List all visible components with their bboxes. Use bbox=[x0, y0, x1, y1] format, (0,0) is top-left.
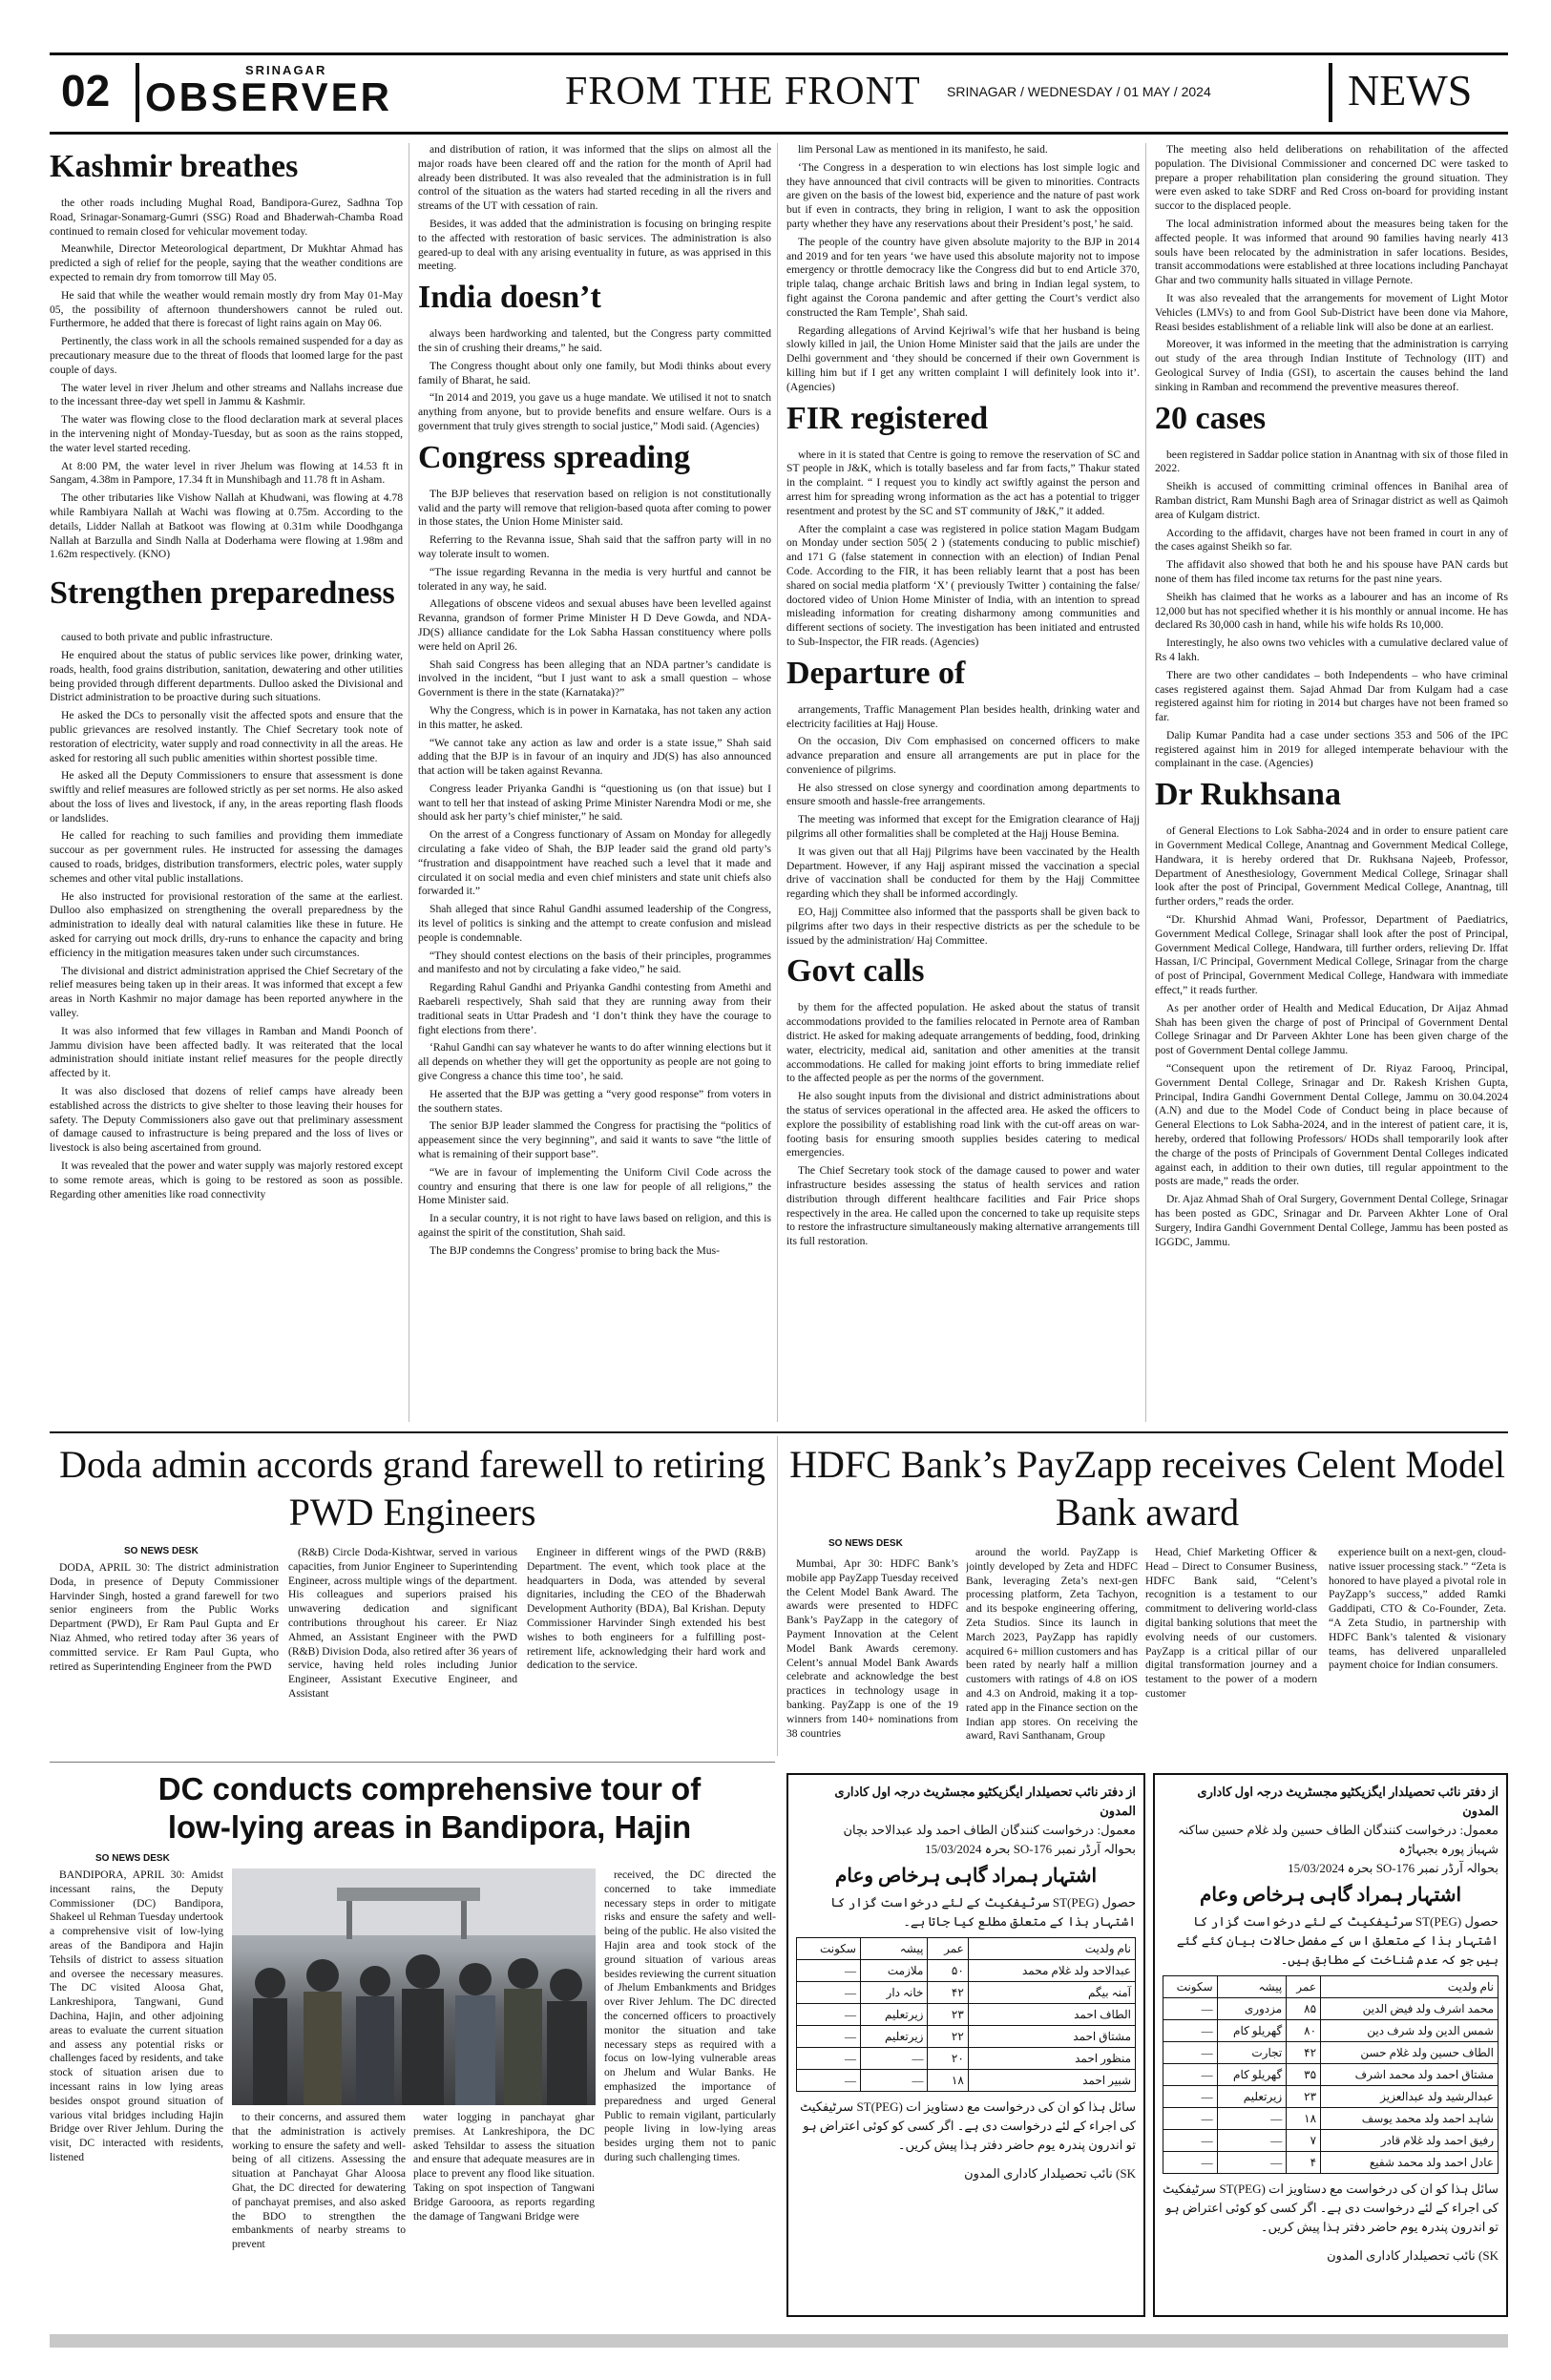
headline-kashmir-breathes: Kashmir breathes bbox=[50, 149, 299, 184]
paragraph: Dr. Ajaz Ahmad Shah of Oral Surgery, Government Dental College, Srinagar has been posted as GDC, Srinagar and Dr. Parveen Akhter Lone of Oral Surgery, Indira Gandhi Government Dental College, Jammu has been posted as IGGDC, Jammu. bbox=[1155, 1193, 1508, 1248]
headline-dc-tour: DC conducts comprehensive tour of low-lying areas in Bandipora, Hajin bbox=[157, 1771, 702, 1845]
ad-reference: بحوالہ آرڈر نمبر SO-176 بحرہ 15/03/2024 bbox=[925, 1842, 1136, 1856]
paragraph: of General Elections to Lok Sabha-2024 and in order to ensure patient care in Government Medical College, Anantnag and Government Medical College, Handwara, it is hereby ordered that Dr. Rukhsana Najeeb, Professor, Department of Anesthesiology, Government Medical College, Srinagar shall look after the post of Principal, Government Medical College, Anantnag, till further orders,” reads the order. bbox=[1155, 825, 1508, 908]
group-of-officials-image bbox=[232, 1869, 596, 2105]
paragraph: The meeting was informed that except for the Emigration clearance of Hajj pilgrims all other formalities shall be completed at the Hajj House Bemina. bbox=[786, 813, 1140, 841]
paragraph: “We cannot take any action as law and order is a state issue,” Shah said adding that the BJP is in favour of an inquiry and JD(S) has also announced that action will be taken against Revanna. bbox=[418, 736, 771, 778]
paragraph: He asked all the Deputy Commissioners to ensure that assessment is done swiftly and relief measures are followed strictly as per set norms. He also asked about the loss of lives and livestock, if any, in the areas reporting flash floods or landslides. bbox=[50, 769, 403, 825]
column-rule bbox=[1145, 143, 1146, 1422]
paragraph: Shah said Congress has been alleging that an NDA partner’s candidate is involved in the incident, “but I just want to ask a small question – whose Government is there in the state (Karnataka)?” bbox=[418, 658, 771, 699]
paragraph: where in it is stated that Centre is going to remove the reservation of SC and ST people in J&K, which is totally baseless and far from facts,” Thakur stated in the complaint. “ I request you to kindly act swiftly against the person and arrest him for spreading wrong information as the act has a potential to trigger resentment and protest by the SC and ST community of J&K,” it added. bbox=[786, 448, 1140, 517]
paragraph: Regarding allegations of Arvind Kejriwal’s wife that her husband is being slowly killed in jail, the Union Home Minister said that the jails are under the Delhi government and ‘they should be concerned if their own Government is killing him but if I get any written complaint I will definitely look into it’. (Agencies) bbox=[786, 324, 1140, 393]
paragraph: Regarding Rahul Gandhi and Priyanka Gandhi contesting from Amethi and Raebareli respectively, Shah said that they are running away from their traditional seats in Uttar Pradesh and ‘I don’t think they have the courage to fight elections from there’. bbox=[418, 981, 771, 1036]
headline-doda-farewell: Doda admin accords grand farewell to retiring PWD Engineers bbox=[59, 1443, 765, 1534]
column-rule bbox=[777, 143, 778, 1422]
urdu-notice-ad-left bbox=[786, 1773, 1145, 2317]
ad-reference: بحوالہ آرڈر نمبر SO-176 بحرہ 15/03/2024 bbox=[1288, 1861, 1499, 1875]
byline: SO NEWS DESK bbox=[124, 1546, 199, 1556]
paragraph: Besides, it was added that the administration is focusing on bringing respite to the affected with restoration of basic services. The administration is also geared-up to deal with any arising eventuality in future, as was apprised in this meeting. bbox=[418, 217, 771, 273]
headline-dr-rukhsana: Dr Rukhsana bbox=[1155, 777, 1341, 813]
hdfc-text-col-4: experience built on a next-gen, cloud-native issuer processing stack.” “Zeta is honored to have played a pivotal role in PayZapp’s success,” added Ramki Gaddipati, CTO & Co-Founder, Zeta. “A Zeta Studio, in partnership with HDFC Bank’s talented & visionary teams, has delivered unparalleled payment choice for Indian consumers. bbox=[1329, 1546, 1506, 1672]
paragraph: and distribution of ration, it was informed that the slips on almost all the major roads have been cleared off and the ration for the month of April had already been distributed. It was also revealed that the administration is in full control of the situation as the waters had started receding in all the rivers and streams of the UT with cessation of rain. bbox=[418, 143, 771, 213]
paragraph: After the complaint a case was registered in police station Magam Budgam on Monday under section 505( 2 ) (statements conducing to public mischief) and 171 G (false statement in connection with an election) of Indian Penal Code. According to the FIR, it has been reliably learnt that a post has been shared on social media platform ‘X’ ( previously Twitter ) containing the false/ doctored video of Union Home Minister of India, with an intention to spread misleading information for creating disharmony among communities and different sections of society. The investigation has been initiated and entrusted to Sub-Inspector, the FIR reads. (Agencies) bbox=[786, 522, 1140, 648]
paragraph: He asserted that the BJP was getting a “very good response” from voters in the southern states. bbox=[418, 1087, 771, 1115]
headline-india-doesnt: India doesn’t bbox=[418, 280, 601, 316]
paragraph: Referring to the Revanna issue, Shah said that the saffron party will in no way tolerate insult to women. bbox=[418, 533, 771, 560]
story-rule bbox=[50, 1762, 775, 1763]
paragraph: caused to both private and public infrastructure. bbox=[61, 631, 273, 644]
paragraph: The water was flowing close to the flood declaration mark at several places in the intervening night of Monday-Tuesday, but as soon as the rains stopped, the water level started receding. bbox=[50, 413, 403, 454]
ad-subheading: معمول: درخواست کنندگان الطاف حسین ولد غلام حسین ساکنہ شہباز پورہ بجبہاڑہ bbox=[1178, 1823, 1499, 1856]
column-1 bbox=[50, 143, 403, 1422]
paragraph: Interestingly, he also owns two vehicles with a cumulative declared value of Rs 4 lakh. bbox=[1155, 637, 1508, 663]
paragraph: The senior BJP leader slammed the Congress for practising the “politics of appeasement since the very beginning”, and said it wants to save “the little of what is remaining of their support base”. bbox=[418, 1119, 771, 1161]
paragraph: It was given out that all Hajj Pilgrims have been vaccinated by the Health Department. However, if any Hajj aspirant missed the vaccination a special drive of vaccination shall be conducted for them by the Hajj Committee regarding which they shall be informed accordingly. bbox=[786, 845, 1140, 901]
paragraph: He also sought inputs from the divisional and district administrations about the status of services operational in the affected area. He asked the officers to explore the possibility of establishing road link with the cut-off areas on war-footing basis for ensuring smooth supplies besides catering to medical emergencies. bbox=[786, 1090, 1140, 1159]
logo-title: OBSERVER bbox=[145, 74, 392, 119]
paragraph: lim Personal Law as mentioned in its manifesto, he said. bbox=[798, 143, 1048, 156]
paragraph: The BJP condemns the Congress’ promise to bring back the Mus- bbox=[430, 1243, 720, 1257]
headline-hdfc-payzapp: HDFC Bank’s PayZapp receives Celent Model Bank award bbox=[789, 1443, 1505, 1534]
paragraph: Pertinently, the class work in all the schools remained suspended for a day as precautionary measure due to the threat of floods that loomed large for the past couple of days. bbox=[50, 335, 403, 376]
headline-strengthen-preparedness: Strengthen preparedness bbox=[50, 575, 395, 612]
urdu-notice-ad-right bbox=[1153, 1773, 1508, 2317]
paragraph: The water level in river Jhelum and other streams and Nallahs increase due to the incessant three-day wet spell in Jammu & Kashmir. bbox=[50, 381, 403, 408]
ad-footer-text: سائل ہذا کو ان کی درخواست مع دستاویز ات ST(PEG) سرٹیفکیٹ کی اجراء کے لئے درخواست دی ہے۔ اگر کسی کو کوئی اعتراض ہو تو اندرون پندرہ یوم حاضر دفتر ہذا پیش کریں۔ bbox=[800, 2099, 1136, 2152]
headline-departure-of: Departure of bbox=[786, 655, 966, 691]
paragraph: ‘Rahul Gandhi can say whatever he wants to do after winning elections but it all depends on whether they will get the opportunity as people are not going to give Congress a chance this time too’, he said. bbox=[418, 1041, 771, 1083]
dateline: SRINAGAR / WEDNESDAY / 01 MAY / 2024 bbox=[947, 84, 1211, 99]
paragraph: The local administration informed about the measures being taken for the affected people. It was informed that around 90 families having nearly 413 souls have been relocated by the administration in safer locations. Besides, transit accommodations were established at three locations including Panchayat Ghar and two community halls situated in village Pernote. bbox=[1155, 217, 1508, 287]
headline-fir-registered: FIR registered bbox=[786, 400, 989, 436]
dc-text-col-2: to their concerns, and assured them that the administration is actively working to ensure the safety and well-being of all citizens. Assessing the situation at Panchayat Ghar Aloosa Ghat, the DC directed for dewatering of panchayat premises, and also asked the BDO to strengthen the embankments of nearby streams to prevent bbox=[232, 2111, 406, 2251]
paragraph: The Chief Secretary took stock of the damage caused to power and water infrastructure besides assessing the status of health services and ration distribution through different healthcare facilities and Fair Price shops respectively in the area. He called upon the concerned to take up requisite steps to restore the infrastructure simultaneously making alternative arrangements till its full restoration. bbox=[786, 1164, 1140, 1248]
dc-visit-photo bbox=[232, 1869, 596, 2105]
ad-subheading: معمول: درخواست کنندگان الطاف احمد ولد عبدالاحد بچان bbox=[843, 1823, 1136, 1837]
page-number: 02 bbox=[61, 66, 111, 115]
paragraph: Shah alleged that since Rahul Gandhi assumed leadership of the Congress, its level of politics is sinking and the attempt to create confusion and mislead people is condemnable. bbox=[418, 903, 771, 944]
paragraph: The meeting also held deliberations on rehabilitation of the affected population. The Divisional Commissioner and concerned DC were tasked to prepare a proper rehabilitation plan considering the ground situation. They were even asked to take SDRF and Red Cross on-board for providing instant succor to the displaced people. bbox=[1155, 143, 1508, 213]
ad-heading: از دفتر نائب تحصیلدار ایگزیکٹیو مجسٹریٹ درجہ اول کاداری المدون bbox=[834, 1785, 1136, 1818]
paragraph: The other tributaries like Vishow Nallah at Khudwani, was flowing at 4.78 while Rambiyara Nallah at Wachi was flowing at 0.75m. According to the details, Lidder Nallah at Batkoot was flowing at 0.31m while Doodhganga Nallah at Barzulla and Sindh Nalla at Doderhama were flowing at 1.98m and 1.62m respectively. (KNO) bbox=[50, 491, 403, 561]
paragraph: Congress leader Priyanka Gandhi is “questioning us (on that issue) but I want to tell her that instead of asking Prime Minister Narendra Modi or me, she should ask her party’s chief minister,” he said. bbox=[418, 782, 771, 824]
doda-text-col-2: (R&B) Circle Doda-Kishtwar, served in various capacities, from Junior Engineer to Superintending Engineer, across multiple wings of the department. His colleagues and superiors praised his unwavering dedication and significant contributions throughout his career. Er Niaz Ahmed, an Assistant Engineer with the PWD (R&B) Division Doda, also retired after 36 years of service, having held roles including Junior Engineer, Assistant Executive Engineer, and Assistant bbox=[288, 1546, 517, 1700]
hdfc-text-col-3: Head, Chief Marketing Officer & Head – Direct to Consumer Business, HDFC Bank said, “Celent’s recognition is a testament to our commitment to delivering world-class digital banking solutions that meet the evolving needs of our customers. PayZapp is a critical pillar of our digital transformation journey and a testament to the power of a modern customer bbox=[1145, 1546, 1317, 1700]
paragraph: Sheikh is accused of committing criminal offences in Banihal area of Ramban district, Ram Munshi Bagh area of Srinagar district as well as Qaimoh area of Kulgam district. bbox=[1155, 480, 1508, 521]
paragraph: The Congress thought about only one family, but Modi thinks about every family of Bharat, he said. bbox=[418, 359, 771, 386]
paragraph: ‘The Congress in a desperation to win elections has lost simple logic and they have announced that civil contracts will be given to minorities. Contracts are given on the basis of the lowest bid, experience and the nature of past work but if even in contracts, they bring in religion, I want to ask the opposition party whether they have any reservations about their President’s post,’ he said. bbox=[786, 160, 1140, 230]
column-3 bbox=[786, 143, 1140, 1422]
paragraph: Allegations of obscene videos and sexual abuses have been levelled against Revanna, grandson of former Prime Minister H D Deve Gowda, and NDA-JD(S) alliance candidate for the Lok Sabha Hassan constituency where polls were held on April 26. bbox=[418, 597, 771, 653]
paragraph: Sheikh has claimed that he works as a labourer and has an income of Rs 12,000 but has not specified whether it is his monthly or annual income. He has declared Rs 30,000 cash in hand, while his wife holds Rs 10,000. bbox=[1155, 590, 1508, 632]
footer-bar bbox=[50, 2334, 1508, 2348]
logo-city: SRINAGAR bbox=[245, 63, 327, 77]
masthead-divider bbox=[136, 63, 139, 122]
paragraph: The affidavit also showed that both he and his spouse have PAN cards but none of them has filed income tax returns for the past nine years. bbox=[1155, 558, 1508, 585]
column-4 bbox=[1155, 143, 1508, 1422]
paragraph: It was also disclosed that dozens of relief camps have already been established across the districts to give shelter to those leaving their houses for safety. The Deputy Commissioners also gave out that preliminary assessment of damage caused to infrastructure is being prepared and the loss of lives or livestock is also being ascertained from ground. bbox=[50, 1085, 403, 1155]
hdfc-text-col-1: Mumbai, Apr 30: HDFC Bank’s mobile app PayZapp Tuesday received the Celent Model Bank Award. The awards were presented to HDFC Bank’s PayZapp in the category of Payment Innovation at the Celent Model Bank Awards ceremony. Celent’s annual Model Bank Awards celebrate and acknowledge the best practices in technology usage in banking. PayZapp is one of the 19 winners from 140+ nominations from 38 countries bbox=[786, 1557, 958, 1740]
paragraph: It was also revealed that the arrangements for movement of Light Motor Vehicles (LMVs) to and from Gool Sub-District have been done via Mahore, Reasi besides establishment of a reliable link will also be done at an earliest. bbox=[1155, 291, 1508, 333]
dc-text-col-4: received, the DC directed the concerned to take immediate necessary steps in order to mitigate risks and ensure the safety and well-being of the public. He also visited the Hajin area and took stock of the ground situation of various areas besides reviewing the current situation of Jhelum Embankments and Bridges over River Jehlum. The DC directed the concerned officers to proactively monitor the situation and take necessary steps as required with a focus on low-lying vulnerable areas on Jhelum and Wular Banks. He emphasized the importance of preparedness and urged General Public to remain vigilant, particularly people living in low-lying areas besides urging them not to panic during such challenging times. bbox=[604, 1869, 776, 2163]
paragraph: On the occasion, Div Com emphasised on concerned officers to make advance preparation and ensure all arrangements are put in place for the convenience of pilgrims. bbox=[786, 735, 1140, 776]
paragraph: “Dr. Khurshid Ahmad Wani, Professor, Department of Paediatrics, Government Medical College, Srinagar shall look after the post of Principal, Government Medical College, Handwara, till further orders, relieving Dr. Iffat Hassan, I/C Principal, Government Medical College, Srinagar from the charge of post of Principal, Government Medical College, Handwara with immediate effect,” it reads further. bbox=[1155, 913, 1508, 997]
paragraph: He asked the DCs to personally visit the affected spots and ensure that the public grievances are resolved instantly. The Chief Secretary took note of restoration of electricity, water supply and road connectivity in all the areas. He asked for restoring all such public amenities within shortest possible time. bbox=[50, 709, 403, 764]
paragraph: Why the Congress, which is in power in Karnataka, has not taken any action in this matter, he asked. bbox=[418, 703, 771, 731]
paragraph: It was revealed that the power and water supply was majorly restored except to some remote areas, which is going to be restored as soon as possible. Regarding other amenities like road connectivity bbox=[50, 1159, 403, 1200]
ad-footer-text: سائل ہذا کو ان کی درخواست مع دستاویز ات ST(PEG) سرٹیفکیٹ کی اجراء کے لئے درخواست دی ہے۔ اگر کسی کو کوئی اعتراض ہو تو اندرون پندرہ یوم حاضر دفتر ہذا پیش کریں۔ bbox=[1163, 2182, 1499, 2234]
paragraph: “They should contest elections on the basis of their principles, programmes and manifesto and not by circulating a fake video,” he said. bbox=[418, 949, 771, 976]
doda-text-col-3: Engineer in different wings of the PWD (R&B) Department. The event, which took place at the headquarters in Doda, was attended by several dignitaries, including the CEO of the Bhaderwah Development Authority (BDA), Bal Krishan. Deputy Commissioner Harvinder Singh extended his best wishes to both engineers for a fulfilling post-retirement life, acknowledging their hard work and dedication to the service. bbox=[527, 1546, 765, 1672]
byline: SO NEWS DESK bbox=[828, 1538, 903, 1549]
section-label-news: NEWS bbox=[1348, 66, 1473, 115]
ad-signature: SK) نائب تحصیلدار کاداری المدون bbox=[1327, 2248, 1499, 2263]
paragraph: “The issue regarding Revanna in the media is very hurtful and cannot be tolerated in any way, he said. bbox=[418, 565, 771, 593]
column-2 bbox=[418, 143, 771, 1422]
paragraph: In a secular country, it is not right to have laws based on religion, and this is against the spirit of the constitution, Shah said. bbox=[418, 1212, 771, 1239]
paragraph: Moreover, it was informed in the meeting that the administration is carrying out study of the area through Indian Institute of Technology (IIT) and Geological Survey of India (GSI), to ascertain the causes behind the land sinking in Ramban and recommend the preventive measures thereof. bbox=[1155, 338, 1508, 393]
paragraph: At 8:00 PM, the water level in river Jhelum was flowing at 14.53 ft in Sangam, 4.38m in Pampore, 17.34 ft in Munshibagh and 11.78 ft in Asham. bbox=[50, 459, 403, 487]
paragraph: “In 2014 and 2019, you gave us a huge mandate. We utilised it not to snatch anything from anyone, but to provide benefits and ensure welfare. Ours is a government that truly gives strength to social justice,” Modi said. (Agencies) bbox=[418, 391, 771, 432]
paragraph: He enquired about the status of public services like power, drinking water, roads, health, food grains distribution, sanitation, dewatering and other utilities being provided through different departments. Dulloo asked the Divisional and District administration to be proactive during such situations. bbox=[50, 648, 403, 704]
paragraph: Dalip Kumar Pandita had a case under sections 353 and 506 of the IPC registered against him in 2019 for alleged intemperate behaviour with the complainant in the case. (Agencies) bbox=[1155, 728, 1508, 770]
paragraph: The BJP believes that reservation based on religion is not constitutionally valid and the party will remove that religion-based quota after coming to power in those states, the Union Home Minister said. bbox=[418, 487, 771, 529]
headline-congress-spreading: Congress spreading bbox=[418, 439, 690, 475]
byline: SO NEWS DESK bbox=[95, 1853, 170, 1864]
paragraph: arrangements, Traffic Management Plan besides health, drinking water and electricity facilities at Hajj House. bbox=[786, 702, 1140, 730]
column-rule bbox=[777, 1436, 778, 1756]
ad-title: اشتہار ہمراد گاہی ہرخاص وعام bbox=[834, 1866, 1098, 1887]
paragraph: the other roads including Mughal Road, Bandipora-Gurez, Sadhna Top Road, Srinagar-Sonamarg-Gumri (SSG) Road and Bhaderwah-Chamba Road continued to remain closed for vehicular movement today. bbox=[50, 197, 403, 238]
masthead-divider-right bbox=[1329, 63, 1332, 122]
paragraph: EO, Hajj Committee also informed that the passports shall be given back to pilgrims after two days in their respective districts as per the schedule to be issued by the administration/ Haj Committee. bbox=[786, 906, 1140, 947]
ad-body: حصول ST(PEG) سرٹیفکیٹ کے لئے درخواست گزار کا اشتہار ہذا کے متعلق اس کے مفصل حالات بیان کئے گئے ہیں جو کہ عدم شناخت کے مطابق ہیں۔ bbox=[1176, 1914, 1499, 1967]
hdfc-text-col-2: around the world. PayZapp is jointly developed by Zeta and HDFC Bank, leveraging Zeta’s next-gen processing platform, Zeta Tachyon, and its bespoke engineering offering, Zeta Studios. Since its launch in March 2023, PayZapp has rapidly acquired 6+ million customers and has been rated by nearly half a million customers with ratings of 4.8 on iOS and 4.3 on Android, making it a top-rated app in the Finance section on the Indian app stores. On receiving the award, Ravi Santhanam, Group bbox=[966, 1546, 1138, 1743]
paragraph: The people of the country have given absolute majority to the BJP in 2014 and 2019 and for ten years ‘we have used this absolute majority not to impose emergency or throttle democracy like the Congress did but to end Article 370, triple talaq, change archaic British laws and bring in Indian legal system, to fight against the Corona pandemic and after getting the Court’s verdict also constructed the Ram Temple’, Shah said. bbox=[786, 235, 1140, 319]
paragraph: always been hardworking and talented, but the Congress party committed the sin of crushing their dreams,” he said. bbox=[418, 327, 771, 354]
ad-table: نام ولدیت عمر پیشہ سکونت محمد اشرف ولد فیض الدین ۸۵ مزدوری — شمس الدین ولد شرف دین ۸۰ گھریلو کام — الطاف حسین ولد غلام حسن ۴۲ تجارت — مشتاق احمد ولد محمد اشرف ۳۵ گھریلو کام — عبدالرشید ولد عبدالعزیز ۲۳ زیرتعلیم — شاہد احمد ولد محمد یوسف ۱۸ — — رفیق احمد ولد غلام قادر ۷ — — عادل احمد ولد محمد شفیع ۴ — — bbox=[1163, 1975, 1499, 2174]
paragraph: Meanwhile, Director Meteorological department, Dr Mukhtar Ahmad has predicted a sigh of relief for the people, saying that the weather conditions are expected to remain dry from tomorrow till May 05. bbox=[50, 242, 403, 283]
dc-text-col-1: BANDIPORA, APRIL 30: Amidst incessant rains, the Deputy Commissioner (DC) Bandipora, Shakeel ul Rehman Tuesday undertook a comprehensive visit of low-lying areas of the Bandipora and Hajin Tehsils of district to assess situation and oversee the necessary measures. The DC visited Aloosa Ghat, Lankreshipora, Tangwani, Gund Dachina, Hajin, and other adjoining areas to evaluate the current situation and assess any potential risks or challenges faced by residents, and take stock of situation arisen due to incessant rains in low lying areas besides onspot ground situation of various vital bridges including Hajin Bridge over River Jehlum. During the visit, DC interacted with residents, listened bbox=[50, 1869, 223, 2163]
ad-signature: SK) نائب تحصیلدار کاداری المدون bbox=[964, 2166, 1136, 2181]
dc-text-col-3: water logging in panchayat ghar premises. At Lankreshipora, the DC asked Tehsildar to assess the situation and ensure that adequate measures are in place to prevent any flood like situation. Taking on spot inspection of Tangwani Bridge Garooora, as reports regarding the damage of Tangwani Bridge were bbox=[413, 2111, 595, 2223]
ad-table: نام ولدیت عمر پیشہ سکونت عبدالاحد ولد غلام محمد ۵۰ ملازمت — آمنہ بیگم ۴۲ خانہ دار — الطاف احمد ۲۳ زیرتعلیم — مشتاق احمد ۲۲ زیرتعلیم — منظور احمد ۲۰ — — شبیر احمد ۱۸ — — bbox=[796, 1937, 1136, 2092]
paragraph: According to the affidavit, charges have not been framed in court in any of the cases against Sheikh so far. bbox=[1155, 526, 1508, 553]
headline-20-cases: 20 cases bbox=[1155, 400, 1267, 436]
paragraph: As per another order of Health and Medical Education, Dr Aijaz Ahmad Shah has been given the charge of post of Principal of Government Dental College Srinagar and Dr Parveen Akhter Lone has been given charge of the post of Government Dental college Jammu. bbox=[1155, 1001, 1508, 1057]
paragraph: He also instructed for provisional restoration of the same at the earliest. Dulloo also emphasized on strengthening the overall preparedness by the administration to ideally deal with natural calamities like these in future. He asked for carrying out mock drills, dry-runs to enhance the capacity and bring efficiency in the mitigation measures taken under such circumstances. bbox=[50, 889, 403, 959]
masthead bbox=[50, 52, 1508, 135]
paragraph: On the arrest of a Congress functionary of Assam on Monday for allegedly circulating a fake video of Shah, the BJP leader said the grand old party’s “frustration and disappointment have reached such a level that it made and circulated it on social media and even chief ministers and state unit chiefs also forwarded it.” bbox=[418, 828, 771, 898]
paragraph: He said that while the weather would remain mostly dry from May 01-May 05, the possibility of afternoon thundershowers cannot be ruled out. Furthermore, he added that there is forecast of light rains again on May 06. bbox=[50, 288, 403, 330]
paragraph: “We are in favour of implementing the Uniform Civil Code across the country and ensuring that there is one law for people of all religions,” the Home Minister said. bbox=[418, 1165, 771, 1207]
paragraph: He called for reaching to such families and providing them immediate succour as per government rules. He instructed for assessing the damages caused to roads, bridges, distribution transformers, electric poles, water supply schemes and other vital public installations. bbox=[50, 829, 403, 885]
paragraph: The divisional and district administration apprised the Chief Secretary of the relief measures being taken up in their areas. It was informed that except a few areas in North Kashmir no major damage has been reported anywhere in the valley. bbox=[50, 964, 403, 1020]
paragraph: It was also informed that few villages in Ramban and Mandi Poonch of Jammu division have been affected badly. It was reiterated that the local administration should initiate instant relief measures for the people directly affected by it. bbox=[50, 1024, 403, 1080]
ad-heading: از دفتر نائب تحصیلدار ایگزیکٹیو مجسٹریٹ درجہ اول کاداری المدون bbox=[1197, 1785, 1499, 1818]
doda-text-col-1: DODA, APRIL 30: The district administration Doda, in presence of Deputy Commissioner Harvinder Singh, hosted a grand farewell for two senior engineers from the Public Works Department (PWD), Er Ram Paul Gupta and Er Niaz Ahmed, who retired today after 36 years of committed service. Er Ram Paul Gupta, who retired as Superintending Engineer from the PWD bbox=[50, 1561, 279, 1673]
paragraph: been registered in Saddar police station in Anantnag with six of those filed in 2022. bbox=[1155, 448, 1508, 475]
paragraph: There are two other candidates – both Independents – who have criminal cases registered against them. Sajad Ahmad Dar from Kulgam had a case registered against him for rioting in 2014 but charges have not been framed so far. bbox=[1155, 668, 1508, 724]
ad-title: اشتہار ہمراد گاہی ہرخاص وعام bbox=[1199, 1885, 1462, 1906]
section-rule bbox=[50, 1431, 1508, 1433]
paragraph: by them for the affected population. He asked about the status of transit accommodations provided to the families relocated in Pernote area of Ramban district. He asked for making adequate arrangements of bedding, food, drinking water, electricity, medical aid, sanitation and other amenities at the transit accommodations. He called for making joint efforts to bring immediate relief to the affected people as per the norms of the government. bbox=[786, 1001, 1140, 1085]
section-title: FROM THE FRONT bbox=[565, 70, 921, 114]
headline-govt-calls: Govt calls bbox=[786, 953, 925, 990]
paragraph: He also stressed on close synergy and coordination among departments to ensure smooth and hassle-free arrangements. bbox=[786, 781, 1140, 808]
ad-body: حصول ST(PEG) سرٹیفکیٹ کے لئے درخواست گزار کا اشتہار ہذا کے متعلق مطلع کیا جاتا ہے۔ bbox=[830, 1895, 1136, 1929]
paragraph: “Consequent upon the retirement of Dr. Riyaz Farooq, Principal, Government Dental College, Srinagar and Dr. Rakesh Krishen Gupta, Principal, Indira Gandhi Government Dental College, Jammu on 30.04.2024 (A.N) and due to the Model Code of Conduct being in place because of General Elections to Lok Sabha-2024, and in the interest of patient care, it is, hereby, ordered that following Professors/ HODs shall temporarily look after the charge of the posts of Principals of Government Dental Colleges indicated against each, in addition to their own duties, till regular appointment to the posts are made,” reads the order. bbox=[1155, 1062, 1508, 1188]
